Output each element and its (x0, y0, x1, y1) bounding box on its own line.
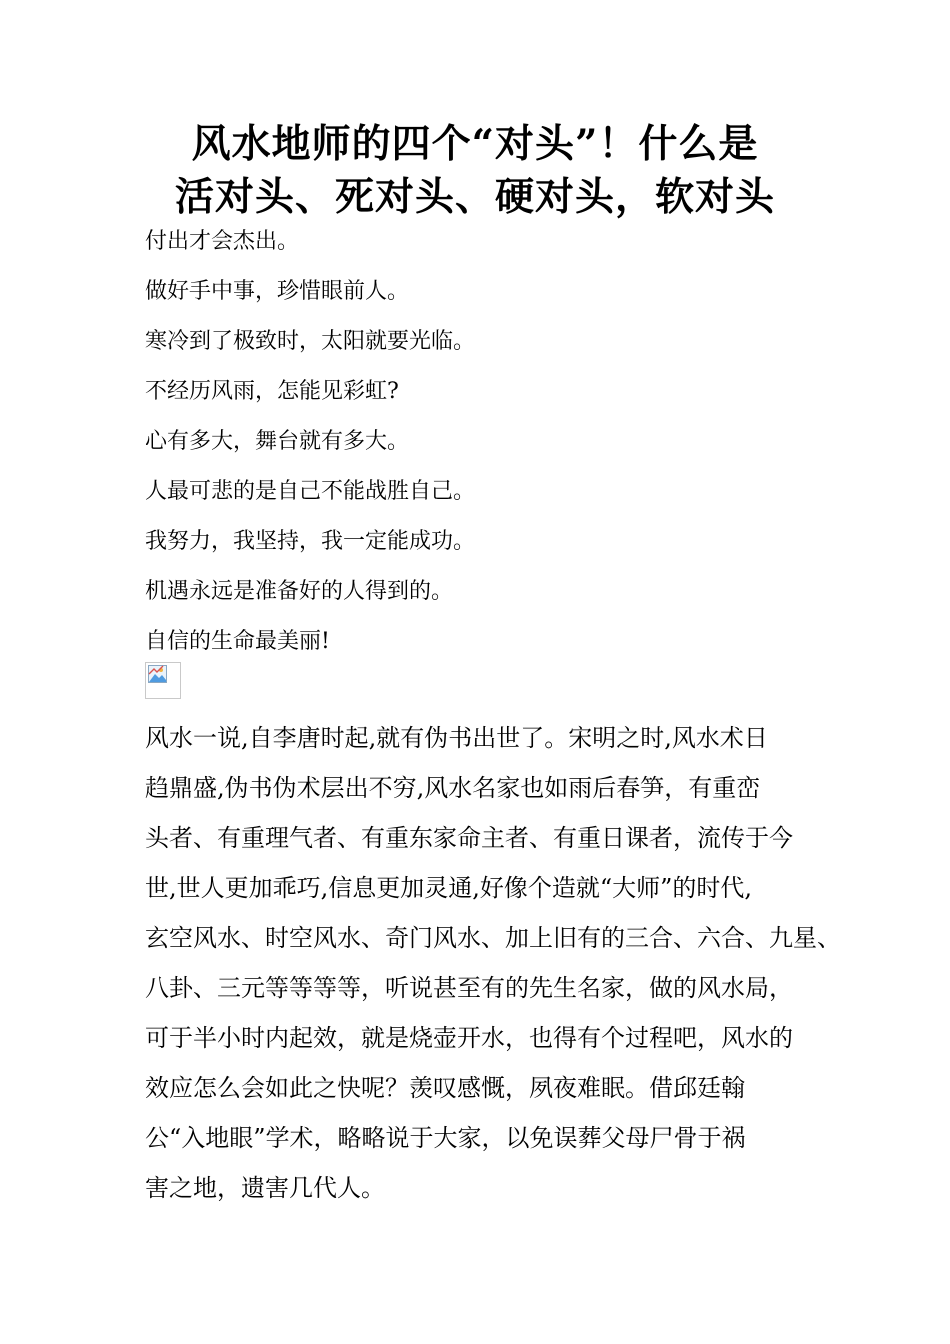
motto-line: 心有多大，舞台就有多大。 (145, 429, 410, 454)
body-line: 可于半小时内起效，就是烧壶开水，也得有个过程吧，风水的 (145, 1024, 793, 1052)
motto-line: 人最可悲的是自己不能战胜自己。 (145, 479, 476, 504)
motto-line: 付出才会杰出。 (145, 229, 300, 254)
broken-image-glyph (148, 665, 168, 685)
body-line: 八卦、三元等等等等，听说甚至有的先生名家，做的风水局， (145, 974, 793, 1002)
broken-image-icon (145, 662, 181, 699)
body-line: 玄空风水、时空风水、奇门风水、加上旧有的三合、六合、九星、 (145, 924, 841, 952)
title-line: 活对头、死对头、硬对头，软对头 (174, 174, 775, 220)
motto-line: 我努力，我坚持，我一定能成功。 (145, 529, 476, 554)
motto-line: 寒冷到了极致时，太阳就要光临。 (145, 329, 476, 354)
motto-line: 不经历风雨，怎能见彩虹? (145, 379, 399, 404)
body-line: 趋鼎盛,伪书伪术层出不穷,风水名家也如雨后春笋，有重峦 (145, 774, 761, 802)
motto-list (145, 225, 845, 675)
body-line: 效应怎么会如此之快呢？羡叹感慨，夙夜难眠。借邱廷翰 (145, 1074, 745, 1102)
motto-line: 机遇永远是准备好的人得到的。 (145, 579, 454, 604)
motto-line: 做好手中事，珍惜眼前人。 (145, 279, 410, 304)
document-title (120, 118, 830, 224)
body-paragraph (145, 720, 841, 1220)
title-line: 风水地师的四个“对头”！什么是 (191, 121, 759, 167)
motto-line: 自信的生命最美丽! (145, 629, 330, 654)
body-line: 害之地，遗害几代人。 (145, 1174, 385, 1202)
body-line: 公“入地眼”学术，略略说于大家，以免误葬父母尸骨于祸 (145, 1124, 746, 1152)
body-line: 头者、有重理气者、有重东家命主者、有重日课者，流传于今 (145, 824, 793, 852)
body-line: 世,世人更加乖巧,信息更加灵通,好像个造就“大师”的时代, (145, 874, 753, 902)
body-line: 风水一说,自李唐时起,就有伪书出世了。宋明之时,风水术日 (145, 724, 768, 752)
